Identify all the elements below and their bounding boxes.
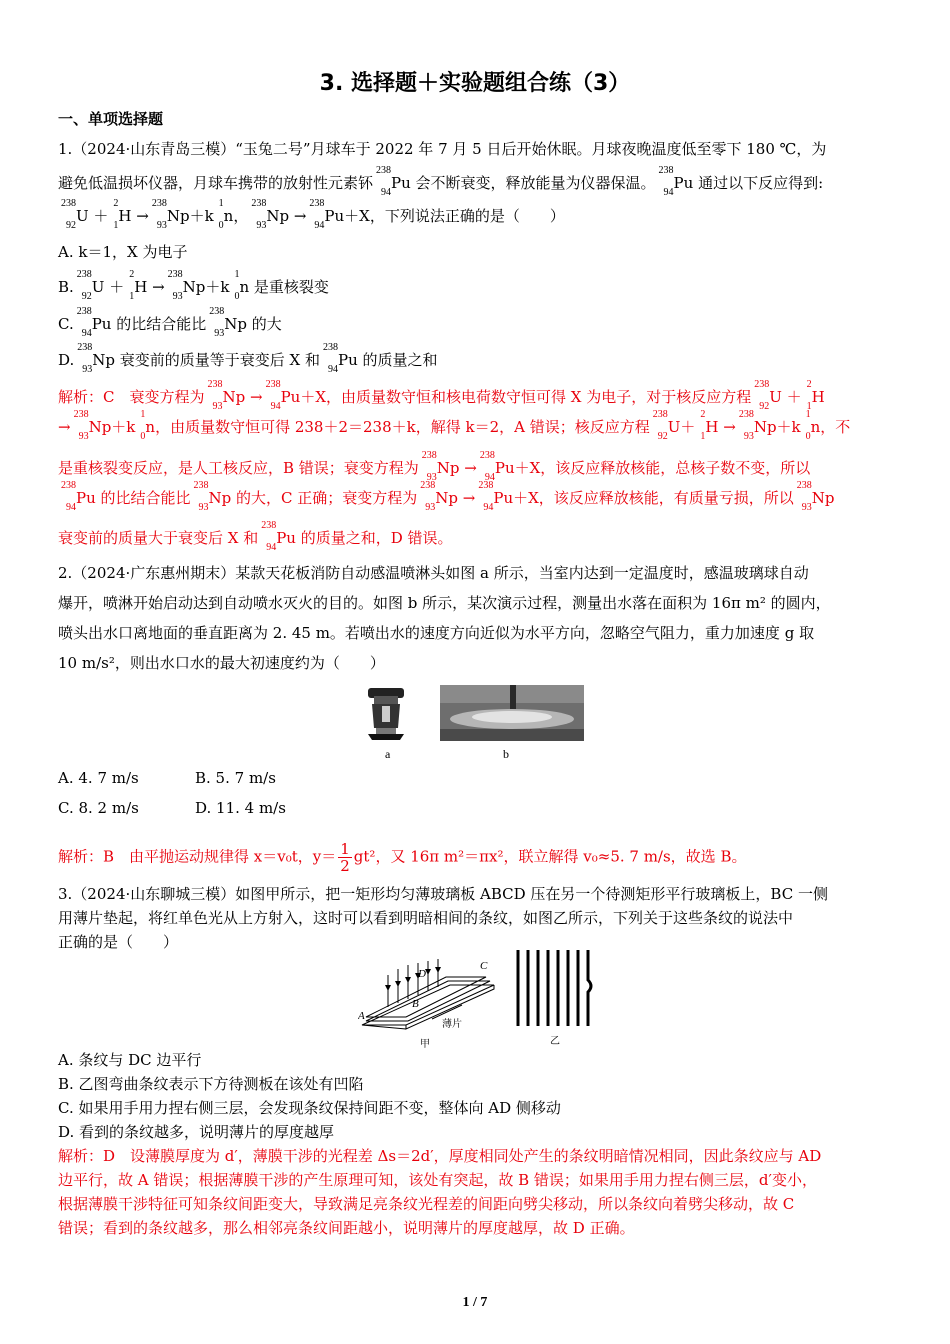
isotope-h: 2 1 <box>700 409 706 442</box>
isotope-np: 238 93 <box>167 269 183 302</box>
isotope-pu: 238 94 <box>309 198 325 231</box>
isotope-pu: 238 94 <box>376 165 392 198</box>
isotope-np: 238 93 <box>207 379 223 412</box>
isotope-n: 1 0 <box>218 198 224 231</box>
isotope-u: 238 92 <box>61 198 76 231</box>
q2-option-d: D. 11. 4 m/s <box>195 799 286 817</box>
q1-line-3: 238 92 U ＋ 2 1 H → 238 93 Np＋k 1 0 n， 238 93 Np → 238 94 Pu＋X，下列说法正确的是（ ） <box>58 205 898 227</box>
isotope-np: 238 93 <box>193 480 209 513</box>
page-number: 1 / 7 <box>462 1295 488 1310</box>
q1-option-d: D. 238 93 Np 衰变前的质量等于衰变后 X 和 238 94 Pu 的质量之和 <box>58 342 438 375</box>
label-film: 薄片 <box>442 1019 462 1030</box>
isotope-np: 238 93 <box>73 409 89 442</box>
q1-option-b: B. 238 92 U ＋ 2 1 H → 238 93 Np＋k 1 0 n 是重核裂变 <box>58 269 329 302</box>
isotope-np: 238 93 <box>151 198 167 231</box>
q2-option-b: B. 5. 7 m/s <box>195 769 276 787</box>
isotope-np: 238 93 <box>796 480 812 513</box>
q2-line-4: 10 m/s²，则出水口水的最大初速度约为（ ） <box>58 654 385 672</box>
q1-line-2: 避免低温损坏仪器，月球车携带的放射性元素钚 238 94 Pu 会不断衰变，释放能量为仪器保温。 238 94 Pu 通过以下反应得到: <box>58 165 824 198</box>
isotope-h: 2 1 <box>129 269 135 302</box>
label-b: B <box>412 998 419 1010</box>
q3-option-b: B. 乙图弯曲条纹表示下方待测板在该处有凹陷 <box>58 1075 364 1093</box>
interference-fringes-diagram <box>512 948 596 1048</box>
isotope-pu: 238 94 <box>322 342 338 375</box>
isotope-h: 2 1 <box>806 379 812 412</box>
isotope-pu: 238 94 <box>261 520 277 553</box>
isotope-np: 238 93 <box>738 409 754 442</box>
q3-answer-line-2: 边平行，故 A 错误；根据薄膜干涉的产生原理可知，该处有突起，故 B 错误；如果用手用力捏右侧三层，d′变小， <box>58 1171 817 1189</box>
isotope-np: 238 93 <box>209 306 225 339</box>
q1-answer-line-2: → 238 93 Np＋k 1 0 n，由质量数守恒可得 238＋2＝238＋k，解得 k＝2，A 错误；核反应方程 238 92 U＋ 2 1 H → 238 93 Np＋k 1 0 n，不 <box>58 409 851 442</box>
isotope-pu: 238 94 <box>61 480 76 513</box>
isotope-u: 238 92 <box>754 379 770 412</box>
isotope-np: 238 93 <box>420 480 436 513</box>
q2-line-2: 爆开，喷淋开始启动达到自动喷水灭火的目的。如图 b 所示，某次演示过程，测量出水落在面积为 16π m² 的圆内， <box>58 594 831 612</box>
isotope-pu: 238 94 <box>478 480 494 513</box>
label-c: C <box>480 960 488 972</box>
isotope-u: 238 92 <box>652 409 668 442</box>
q3-option-c: C. 如果用手用力捏右侧三层，会发现条纹保持间距不变，整体向 AD 侧移动 <box>58 1099 561 1117</box>
glass-plate-diagram <box>358 955 498 1050</box>
isotope-np: 238 93 <box>77 342 93 375</box>
fraction-one-half: $\frac{1}{2}$ <box>340 840 350 875</box>
label-d: D <box>418 968 426 980</box>
label-a: A <box>358 1010 365 1022</box>
q3-answer-line-3: 根据薄膜干涉特征可知条纹间距变大，导致满足亮条纹光程差的间距向劈尖移动，所以条纹向着劈尖移动，故 C <box>58 1195 795 1213</box>
isotope-pu: 238 94 <box>265 379 281 412</box>
isotope-n: 1 0 <box>234 269 240 302</box>
q3-answer-line-4: 错误；看到的条纹越多，那么相邻亮条纹间距越小，说明薄片的厚度越厚，故 D 正确。 <box>58 1219 635 1237</box>
figure-a-caption: a <box>385 747 391 761</box>
label-jia: 甲 <box>420 1039 430 1050</box>
isotope-pu: 238 94 <box>658 165 674 198</box>
isotope-pu: 238 94 <box>76 306 92 339</box>
q2-answer: 解析：B 由平抛运动规律得 x＝v₀t，y＝ $\frac{1}{2}$ gt²，又 16π m²＝πx²，联立解得 v₀≈5. 7 m/s，故选 B。 <box>58 840 747 875</box>
section-heading: 一、单项选择题 <box>58 110 164 128</box>
q1-answer-line-4: 238 94 Pu 的比结合能比 238 93 Np 的大，C 正确；衰变方程为 238 93 Np → 238 94 Pu＋X，该反应释放核能，有质量亏损，所以 238 93 Np <box>58 487 898 509</box>
q2-line-3: 喷头出水口离地面的垂直距离为 2. 45 m。若喷出水的速度方向近似为水平方向，忽略空气阻力，重力加速度 g 取 <box>58 624 815 642</box>
label-yi: 乙 <box>550 1036 560 1047</box>
q1-option-a: A. k＝1，X 为电子 <box>58 243 188 261</box>
q2-option-c: C. 8. 2 m/s D. 11. 4 m/s <box>58 799 286 817</box>
sprinkler-head-image <box>360 682 420 744</box>
q2-line-1: 2.（2024·广东惠州期末）某款天花板消防自动感温喷淋头如图 a 所示，当室内达到一定温度时，感温玻璃球自动 <box>58 564 809 582</box>
isotope-h: 2 1 <box>113 198 119 231</box>
page-title: 3. 选择题＋实验题组合练（3） <box>319 71 631 96</box>
q3-line-2: 用薄片垫起，将红单色光从上方射入，这时可以看到明暗相间的条纹，如图乙所示，下列关于这些条纹的说法中 <box>58 909 794 927</box>
q3-answer-line-1: 解析：D 设薄膜厚度为 d′，薄膜干涉的光程差 Δs＝2d′，厚度相同处产生的条纹明暗情况相同，因此条纹应与 AD <box>58 1147 822 1165</box>
q2-option-a: A. 4. 7 m/s B. 5. 7 m/s <box>58 769 276 787</box>
isotope-u: 238 92 <box>76 269 92 302</box>
isotope-np: 238 93 <box>421 450 437 483</box>
spray-demo-image <box>440 685 584 741</box>
isotope-n: 1 0 <box>805 409 811 442</box>
q3-option-a: A. 条纹与 DC 边平行 <box>58 1051 202 1069</box>
q3-line-1: 3.（2024·山东聊城三模）如图甲所示，把一矩形均匀薄玻璃板 ABCD 压在另一个待测矩形平行玻璃板上，BC 一侧 <box>58 885 828 903</box>
q1-line-1: 1.（2024·山东青岛三模）“玉兔二号”月球车于 2022 年 7 月 5 日后开始休眠。月球夜晚温度低至零下 180 ℃，为 <box>58 140 827 158</box>
q1-answer-line-1: 解析：C 衰变方程为 238 93 Np → 238 94 Pu＋X，由质量数守恒和核电荷数守恒可得 X 为电子，对于核反应方程 238 92 U ＋ 2 1 H <box>58 379 825 412</box>
q1-answer-line-3: 是重核裂变反应，是人工核反应，B 错误；衰变方程为 238 93 Np → 238 94 Pu＋X，该反应释放核能，总核子数不变，所以 <box>58 450 811 483</box>
isotope-np: 238 93 <box>251 198 267 231</box>
q1-answer-line-5: 衰变前的质量大于衰变后 X 和 238 94 Pu 的质量之和，D 错误。 <box>58 520 453 553</box>
q3-option-d: D. 看到的条纹越多，说明薄片的厚度越厚 <box>58 1123 335 1141</box>
q1-option-c: C. 238 94 Pu 的比结合能比 238 93 Np 的大 <box>58 306 282 339</box>
figure-b-caption: b <box>503 747 509 761</box>
isotope-n: 1 0 <box>140 409 146 442</box>
q3-line-3: 正确的是（ ） <box>58 933 179 951</box>
isotope-pu: 238 94 <box>479 450 495 483</box>
